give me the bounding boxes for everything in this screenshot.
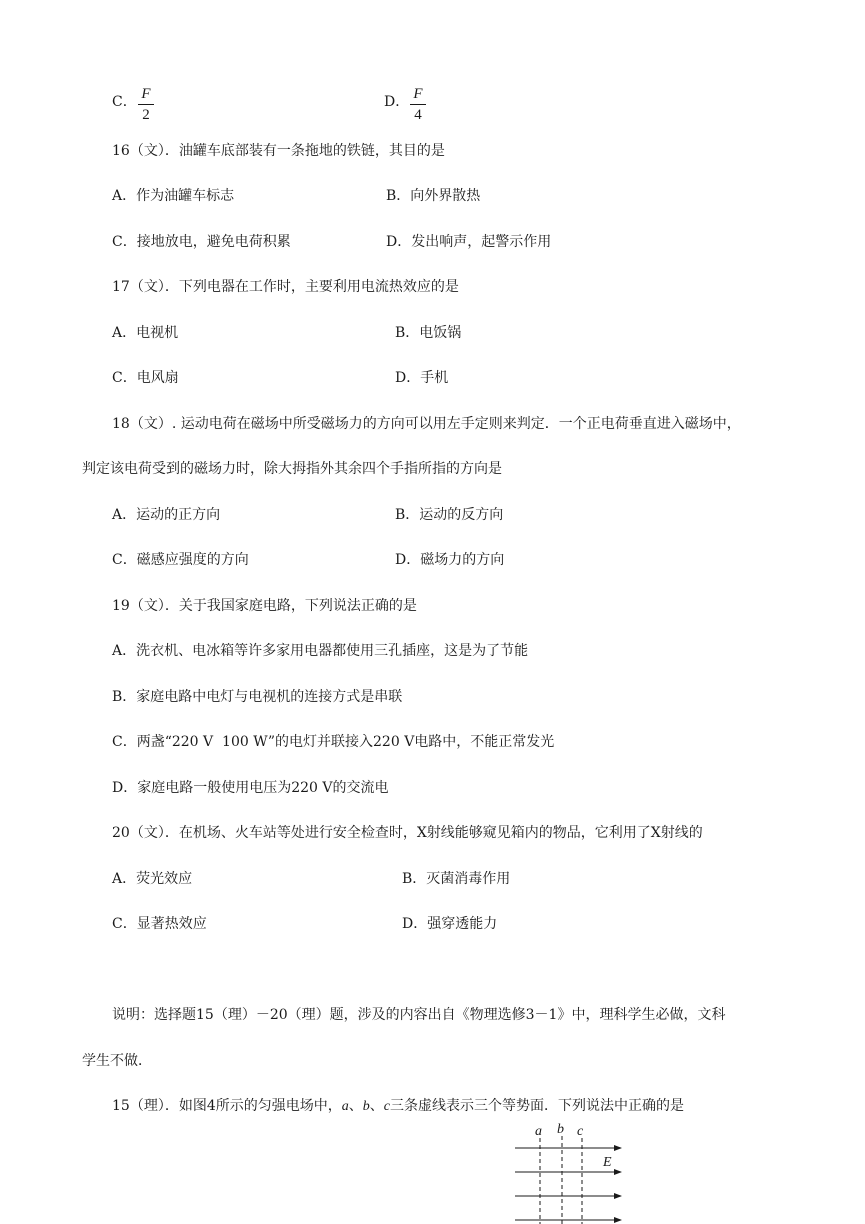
question-19-option-d: D．家庭电路一般使用电压为220 V的交流电 [112, 780, 389, 796]
question-19-option-b: B．家庭电路中电灯与电视机的连接方式是串联 [112, 689, 403, 705]
option-d-fraction [410, 86, 426, 124]
separator: 、 [369, 1098, 384, 1114]
fraction-numerator: F [413, 86, 423, 102]
question-19-stem: 19（文）．关于我国家庭电路，下列说法正确的是 [112, 598, 417, 614]
question-18-stem-line2: 判定该电荷受到的磁场力时，除大拇指外其余四个手指所指的方向是 [82, 461, 502, 477]
var-c: c [383, 1099, 390, 1114]
label-a: a [535, 1124, 542, 1139]
question-15-li-stem [112, 1096, 684, 1117]
question-20-option-b: B．灭菌消毒作用 [402, 871, 511, 887]
var-a: a [341, 1099, 349, 1114]
question-16-stem: 16（文）．油罐车底部装有一条拖地的铁链，其目的是 [112, 143, 445, 159]
question-18-stem-line1: 18（文）. 运动电荷在磁场中所受磁场力的方向可以用左手定则来判定．一个正电荷垂直进入磁场中， [112, 416, 741, 432]
question-19-option-a: A．洗衣机、电冰箱等许多家用电器都使用三孔插座，这是为了节能 [112, 643, 529, 659]
label-c: c [577, 1124, 584, 1139]
question-20-option-d: D．强穿透能力 [402, 916, 498, 932]
question-19-option-c: C．两盏“220 V 100 W”的电灯并联接入220 V电路中，不能正常发光 [112, 734, 555, 750]
option-c-label: C． [112, 94, 137, 110]
question-16-option-d: D．发出响声，起警示作用 [386, 234, 552, 250]
question-17-option-a: A．电视机 [112, 325, 179, 341]
question-16-option-c: C．接地放电，避免电荷积累 [112, 234, 291, 250]
fraction-denominator: 4 [414, 107, 422, 123]
label-b: b [557, 1122, 564, 1137]
question-16-option-a: A．作为油罐车标志 [112, 188, 235, 204]
question-20-option-a: A．荧光效应 [112, 871, 193, 887]
var-b: b [362, 1099, 370, 1114]
separator: 、 [348, 1098, 363, 1114]
stem-prefix: 15（理）．如图4所示的匀强电场中， [112, 1098, 342, 1114]
question-17-option-c: C．电风扇 [112, 370, 179, 386]
figure-4-electric-field [505, 1118, 635, 1224]
option-d-label: D． [384, 94, 410, 110]
question-18-option-d: D．磁场力的方向 [395, 552, 505, 568]
section-note-line1: 说明：选择题15（理）－20（理）题，涉及的内容出自《物理选修3－1》中，理科学生必做，文科 [112, 1007, 726, 1023]
question-16-option-b: B．向外界散热 [386, 188, 481, 204]
fraction-denominator: 2 [142, 107, 150, 123]
question-20-stem: 20（文）．在机场、火车站等处进行安全检查时，X射线能够窥见箱内的物品，它利用了X射线的 [112, 825, 703, 841]
question-20-option-c: C．显著热效应 [112, 916, 207, 932]
question-18-option-b: B．运动的反方向 [395, 507, 504, 523]
question-17-stem: 17（文）．下列电器在工作时，主要利用电流热效应的是 [112, 279, 459, 295]
fraction-numerator: F [141, 86, 151, 102]
option-c-fraction [138, 86, 154, 124]
question-18-option-c: C．磁感应强度的方向 [112, 552, 249, 568]
question-18-option-a: A．运动的正方向 [112, 507, 221, 523]
section-note-line2: 学生不做． [82, 1053, 152, 1069]
question-17-option-d: D．手机 [395, 370, 449, 386]
stem-suffix: 三条虚线表示三个等势面．下列说法中正确的是 [389, 1098, 684, 1114]
label-e: E [603, 1155, 612, 1170]
question-17-option-b: B．电饭锅 [395, 325, 462, 341]
